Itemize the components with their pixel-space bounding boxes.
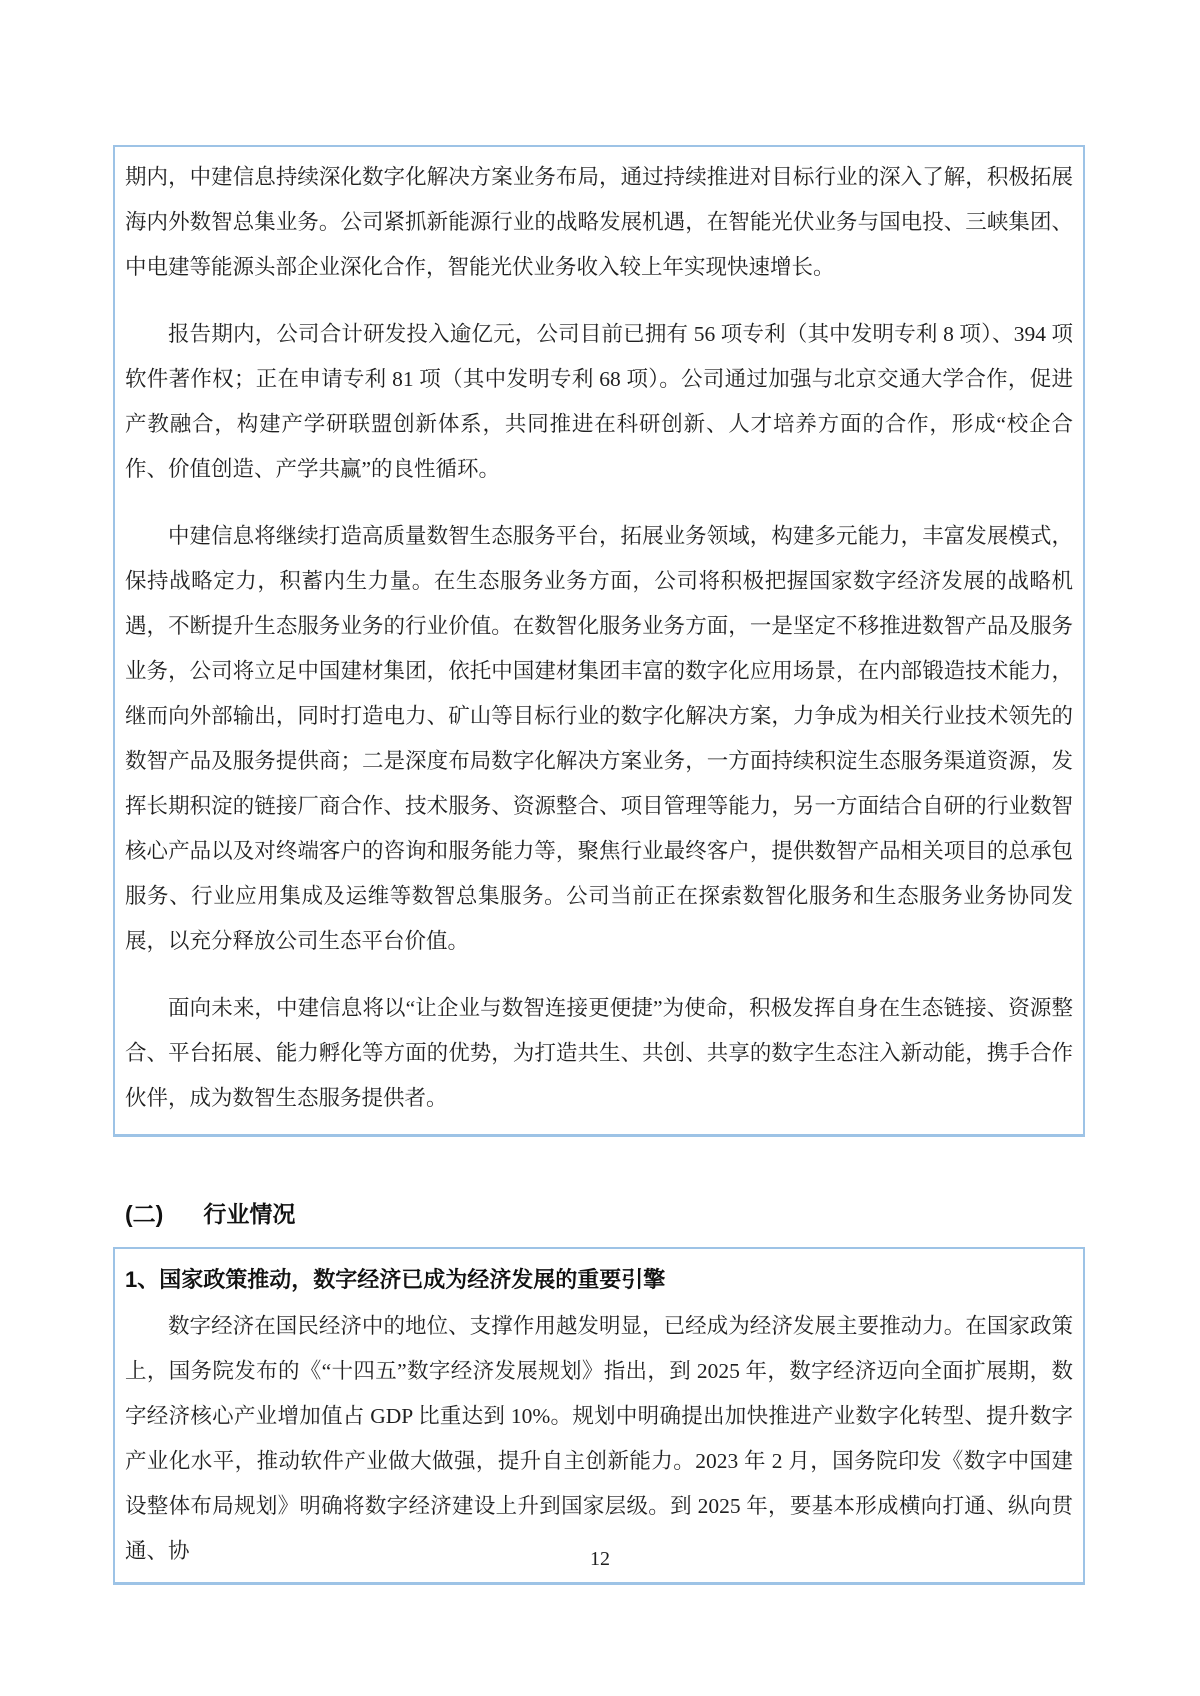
paragraph: 报告期内，公司合计研发投入逾亿元，公司目前已拥有 56 项专利（其中发明专利 8 项）、394 项软件著作权；正在申请专利 81 项（其中发明专利 68 项）。公司通过加强与北京交通大学合作，促进产教融合，构建产学研联盟创新体系，共同推进在科研创新、人才培养方面的合作，形成“校企合作、价值创造、产学共赢”的良性循环。 <box>125 322 1073 481</box>
paragraph: 中建信息将继续打造高质量数智生态服务平台，拓展业务领域，构建多元能力，丰富发展模式，保持战略定力，积蓄内生力量。在生态服务业务方面，公司将积极把握国家数字经济发展的战略机遇，不断提升生态服务业务的行业价值。在数智化服务业务方面，一是坚定不移推进数智产品及服务业务，公司将立足中国建材集团，依托中国建材集团丰富的数字化应用场景，在内部锻造技术能力，继而向外部输出，同时打造电力、矿山等目标行业的数字化解决方案，力争成为相关行业技术领先的数智产品及服务提供商；二是深度布局数字化解决方案业务，一方面持续积淀生态服务渠道资源，发挥长期积淀的链接厂商合作、技术服务、资源整合、项目管理等能力，另一方面结合自研的行业数智核心产品以及对终端客户的咨询和服务能力等，聚焦行业最终客户，提供数智产品相关项目的总承包服务、行业应用集成及运维等数智总集服务。公司当前正在探索数智化服务和生态服务业务协同发展，以充分释放公司生态平台价值。 <box>125 524 1073 953</box>
bordered-text-box-industry <box>113 1247 1085 1585</box>
section-number: (二) <box>125 1201 164 1227</box>
bordered-text-box-company-review <box>113 145 1085 1137</box>
paragraph: 面向未来，中建信息将以“让企业与数智连接更便捷”为使命，积极发挥自身在生态链接、资源整合、平台拓展、能力孵化等方面的优势，为打造共生、共创、共享的数字生态注入新动能，携手合作伙伴，成为数智生态服务提供者。 <box>125 996 1073 1110</box>
section-title: 行业情况 <box>203 1201 296 1227</box>
section-heading <box>125 1196 295 1229</box>
paragraph: 期内，中建信息持续深化数字化解决方案业务布局，通过持续推进对目标行业的深入了解，积极拓展海内外数智总集业务。公司紧抓新能源行业的战略发展机遇，在智能光伏业务与国电投、三峡集团、中电建等能源头部企业深化合作，智能光伏业务收入较上年实现快速增长。 <box>125 165 1073 279</box>
subsection-heading: 1、国家政策推动，数字经济已成为经济发展的重要引擎 <box>125 1267 666 1292</box>
paragraph: 数字经济在国民经济中的地位、支撑作用越发明显，已经成为经济发展主要推动力。在国家政策上，国务院发布的《“十四五”数字经济发展规划》指出，到 2025 年，数字经济迈向全面扩展期，数字经济核心产业增加值占 GDP 比重达到 10%。规划中明确提出加快推进产业数字化转型、提升数字产业化水平，推动软件产业做大做强，提升自主创新能力。2023 年 2 月，国务院印发《数字中国建设整体布局规划》明确将数字经济建设上升到国家层级。到 2025 年，要基本形成横向打通、纵向贯通、协 <box>125 1314 1073 1563</box>
page-number: 12 <box>590 1548 610 1570</box>
